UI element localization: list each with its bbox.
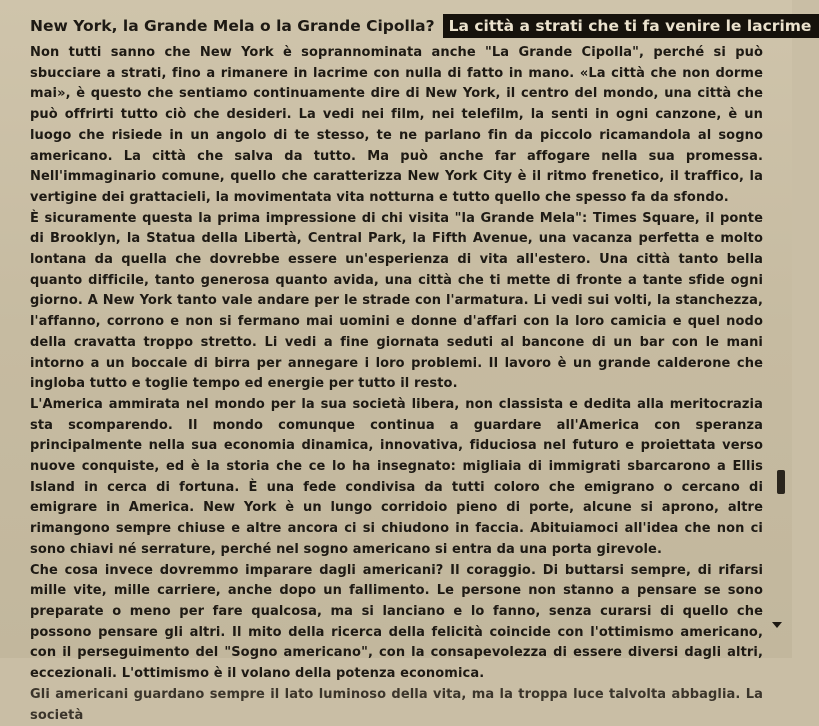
paragraph-3: L'America ammirata nel mondo per la sua società libera, non classista e dedita alla meritocrazia sta scomparendo. Il mondo comunque continua a guardare all'America con speranza principalmente nella sua economia dinamica, innovativa, fiduciosa nel futuro e proiettata verso nuove conquiste, ed è la storia che ce lo ha insegnato: migliaia di immigrati sbarcarono a Ellis Island in cerca di fortuna. È una fede condivisa da tutti coloro che emigrano o cercano di emigrare in America. New York è un lungo corridoio pieno di porte, alcune si aprono, altre rimangono sempre chiuse e altre ancora ci si chiudono in faccia. Abituiamoci all'idea che non ci sono chiavi né serrature, perché nel sogno americano si entra da una porta girevole. (30, 396, 763, 557)
scroll-down-arrow-icon[interactable] (772, 622, 782, 628)
title-row (30, 12, 812, 38)
paragraph-4: Che cosa invece dovremmo imparare dagli americani? Il coraggio. Di buttarsi sempre, di rifarsi mille vite, mille carriere, anche dopo un fallimento. Le persone non stanno a pensare se sono preparate o meno per fare qualcosa, ma si lanciano e lo fanno, senza curarsi di quello che possono pensare gli altri. Il mito della ricerca della felicità coincide con l'ottimismo americano, con il perseguimento del "Sogno americano", con la consapevolezza di essere diversi dagli altri, eccezionali. L'ottimismo è il volano della potenza economica. (30, 562, 763, 682)
article-body[interactable] (30, 43, 763, 723)
page-title: New York, la Grande Mela o la Grande Cipolla? (30, 16, 435, 35)
page-subtitle: La città a strati che ti fa venire le lacrime (443, 14, 819, 38)
paragraph-2: È sicuramente questa la prima impressione di chi visita "la Grande Mela": Times Square, il ponte di Brooklyn, la Statua della Libertà, Central Park, la Fifth Avenue, una vacanza perfetta e molto lontana da quella che dovrebbe essere un'esperienza di vita all'estero. Una città tanto bella quanto difficile, tanto generosa quanto avida, una città che ti mette di fronte a tante sfide ogni giorno. A New York tanto vale andare per le strade con l'armatura. Li vedi sui volti, la stanchezza, l'affanno, corrono e non si fermano mai uomini e donne d'affari con la loro camicia e quel nodo della cravatta troppo stretto. Li vedi a fine giornata seduti al bancone di un bar con le mani intorno a un boccale di birra per annegare i loro problemi. Il lavoro è un grande calderone che ingloba tutto e toglie tempo ed energie per tutto il resto. (30, 210, 763, 392)
scrollbar-thumb[interactable] (777, 470, 785, 494)
paragraph-5: Gli americani guardano sempre il lato luminoso della vita, ma la troppa luce talvolta abbaglia. La società (30, 686, 763, 723)
paragraph-1: Non tutti sanno che New York è soprannominata anche "La Grande Cipolla", perché si può sbucciare a strati, fino a rimanere in lacrime con nulla di fatto in mano. «La città che non dorme mai», è questo che sentiamo continuamente dire di New York, il centro del mondo, una città che può offrirti tutto ciò che desideri. La vedi nei film, nei telefilm, la senti in ogni canzone, è un luogo che risiede in un angolo di te stesso, te ne parlano fin da piccolo ricamandola al sogno americano. La città che salva da tutto. Ma può anche far affogare nella sua promessa. Nell'immaginario comune, quello che caratterizza New York City è il ritmo frenetico, il traffico, la vertigine dei grattacieli, la movimentata vita notturna e tutto quello che spesso fa da sfondo. (30, 45, 763, 205)
